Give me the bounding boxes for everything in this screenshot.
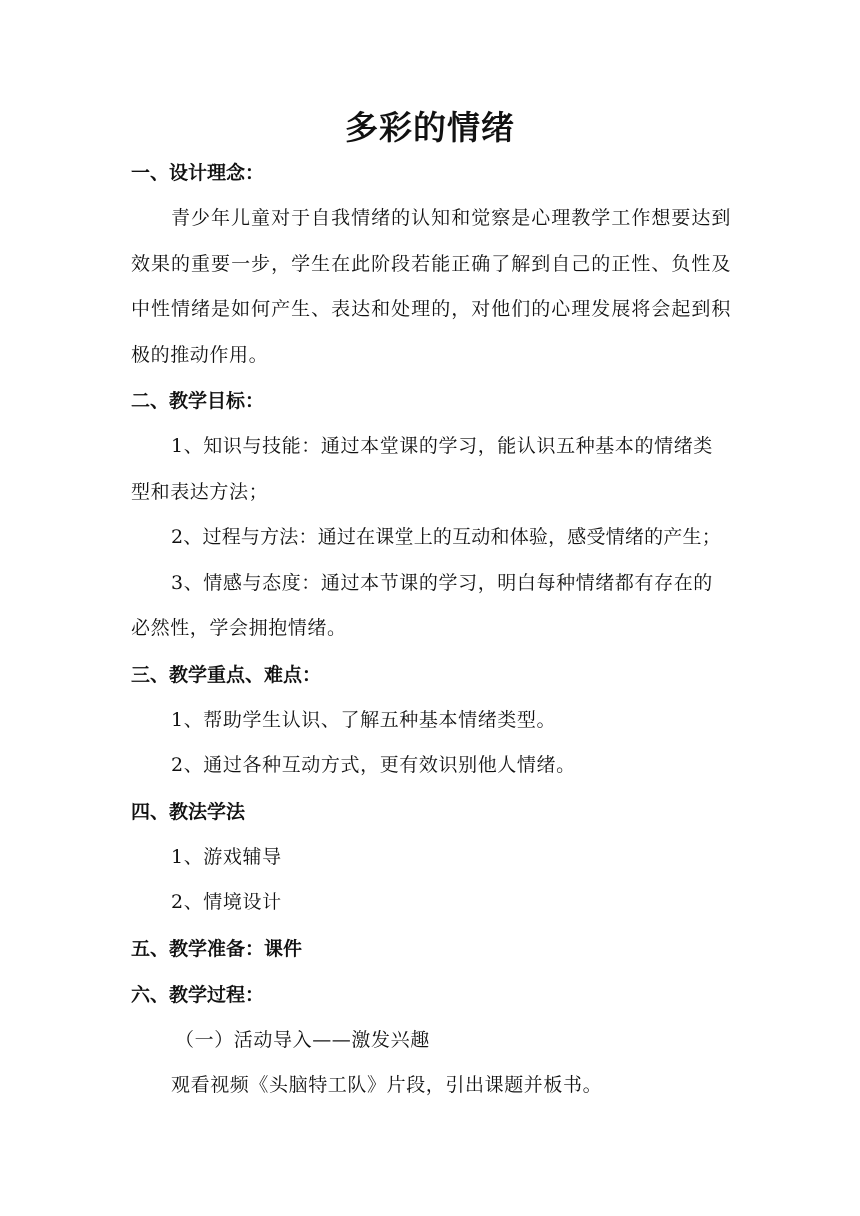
- section-heading-preparation: 五、教学准备：课件: [131, 937, 303, 960]
- method-item: 2、情境设计: [171, 891, 282, 913]
- document-title: 多彩的情绪: [345, 108, 515, 147]
- goal-item: 1、知识与技能：通过本堂课的学习，能认识五种基本的情绪类型和表达方法；: [131, 435, 713, 503]
- section-heading-process: 六、教学过程：: [131, 983, 265, 1006]
- section-heading-methods: 四、教法学法: [131, 800, 246, 823]
- section-heading-design-concept: 一、设计理念：: [131, 162, 265, 184]
- document-body: [131, 150, 731, 1109]
- process-subheading: （一）活动导入——激发兴趣: [175, 1028, 430, 1051]
- design-concept-paragraph: 青少年儿童对于自我情绪的认知和觉察是心理教学工作想要达到效果的重要一步，学生在此阶段若能正确了解到自己的正性、负性及中性情绪是如何产生、表达和处理的，对他们的心理发展将会起到积极的推动作用。: [131, 207, 731, 366]
- method-item: 1、游戏辅导: [171, 845, 282, 868]
- key-point-item: 1、帮助学生认识、了解五种基本情绪类型。: [171, 708, 557, 731]
- process-item: 观看视频《头脑特工队》片段，引出课题并板书。: [171, 1074, 603, 1096]
- key-point-item: 2、通过各种互动方式，更有效识别他人情绪。: [171, 754, 576, 776]
- goal-item: 2、过程与方法：通过在课堂上的互动和体验，感受情绪的产生；: [171, 526, 721, 548]
- goal-item: 3、情感与态度：通过本节课的学习，明白每种情绪都有存在的必然性，学会拥抱情绪。: [131, 571, 713, 639]
- section-heading-teaching-goals: 二、教学目标：: [131, 390, 265, 412]
- section-heading-key-points: 三、教学重点、难点：: [131, 663, 322, 686]
